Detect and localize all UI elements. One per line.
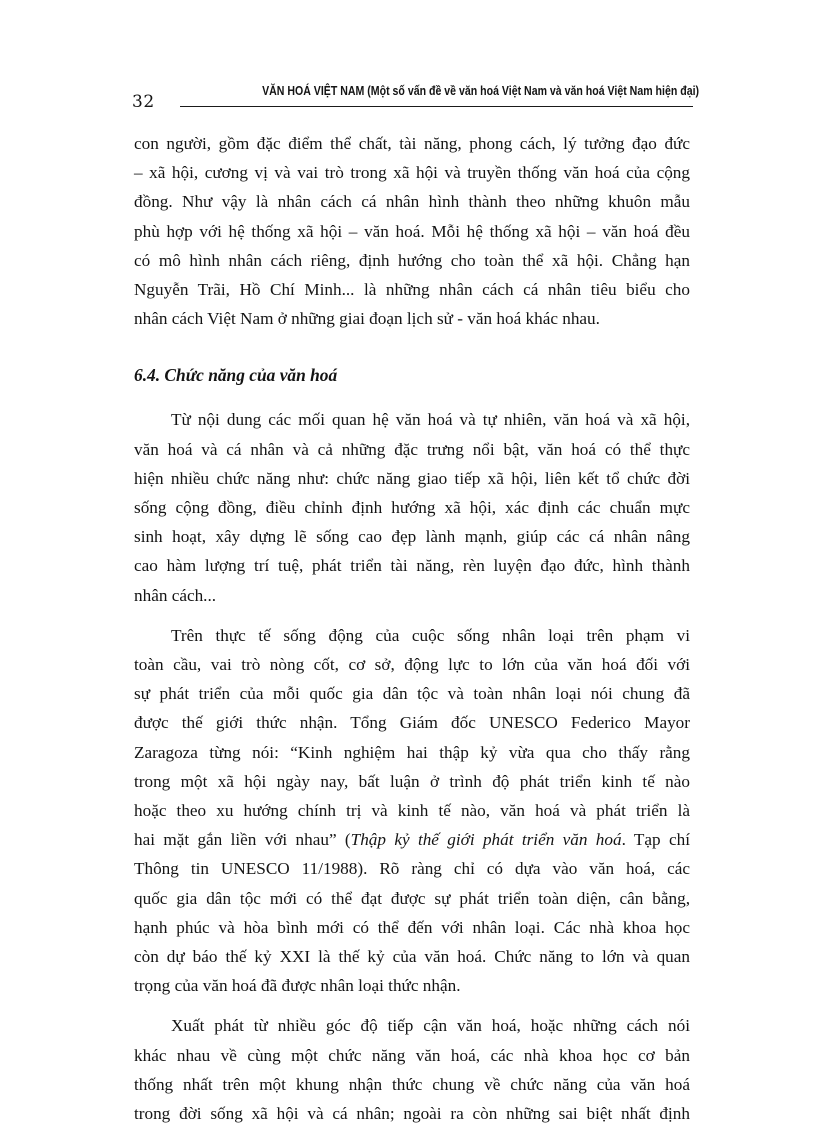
page-number: 32 (132, 92, 155, 112)
header-rule (180, 106, 693, 107)
text-line: còn dự báo thế kỷ XXI là thế kỷ của văn hoá. Chức năng to lớn và quan (134, 947, 690, 967)
text-line: nhân cách Việt Nam ở những giai đoạn lịch sử - văn hoá khác nhau. (134, 309, 600, 329)
citation-title: Thập kỷ thế giới phát triển văn hoá (350, 830, 622, 850)
text-line: con người, gồm đặc điểm thể chất, tài năng, phong cách, lý tưởng đạo đức (134, 134, 690, 153)
text-line: được thế giới thức nhận. Tổng Giám đốc UNESCO Federico Mayor (134, 713, 690, 733)
text-line: đồng. Như vậy là nhân cách cá nhân hình thành theo những khuôn mẫu (134, 192, 690, 212)
text-line: Zaragoza từng nói: “Kinh nghiệm hai thập kỷ vừa qua cho thấy rằng (134, 742, 690, 762)
text-line: trong đời sống xã hội và cá nhân; ngoài ra còn những sai biệt nhất định (134, 1104, 690, 1124)
text-line: Xuất phát từ nhiều góc độ tiếp cận văn hoá, hoặc những cách nói (171, 1016, 690, 1036)
text-line: Từ nội dung các mối quan hệ văn hoá và tự nhiên, văn hoá và xã hội, (171, 410, 690, 430)
text-line: văn hoá và cá nhân và cả những đặc trưng nổi bật, văn hoá có thể thực (134, 439, 690, 459)
text-line: trọng của văn hoá đã được nhân loại thức nhận. (134, 976, 461, 996)
text-line: toàn cầu, vai trò nòng cốt, cơ sở, động lực to lớn của văn hoá đối với (134, 655, 690, 675)
text-line: sinh hoạt, xây dựng lẽ sống cao đẹp lành mạnh, giúp các cá nhân nâng (134, 527, 690, 547)
section-heading: 6.4. Chức năng của văn hoá (134, 365, 338, 386)
citation-suffix: . Tạp chí (621, 830, 690, 850)
text-line: Nguyễn Trãi, Hồ Chí Minh... là những nhân cách cá nhân tiêu biểu cho (134, 280, 690, 300)
citation-prefix: hai mặt gắn liền với nhau” ( (134, 830, 351, 850)
text-line: phù hợp với hệ thống xã hội – văn hoá. Mỗi hệ thống xã hội – văn hoá đều (134, 221, 690, 241)
text-line: hoặc theo xu hướng chính trị và kinh tế nào, văn hoá và phát triển là (134, 801, 690, 821)
text-line: hạnh phúc và hòa bình mới có thể đến với nhân loại. Các nhà khoa học (134, 917, 690, 937)
text-line: Trên thực tế sống động của cuộc sống nhân loại trên phạm vi (171, 625, 690, 645)
paragraph (134, 405, 690, 609)
text-line: sự phát triển của mỗi quốc gia dân tộc và toàn nhân loại nói chung đã (134, 684, 690, 704)
text-line: nhân cách... (134, 585, 217, 605)
paragraph (134, 621, 690, 1001)
paragraph-continuation (134, 129, 690, 333)
text-line: cao hàm lượng trí tuệ, phát triển tài năng, rèn luyện đạo đức, hình thành (134, 556, 690, 576)
text-line: hiện nhiều chức năng như: chức năng giao tiếp xã hội, liên kết tổ chức đời (134, 468, 690, 488)
text-line: Thông tin UNESCO 11/1988). Rõ ràng chỉ có dựa vào văn hoá, các (134, 859, 690, 879)
text-line: thống nhất trên một khung nhận thức chung về chức năng của văn hoá (134, 1074, 690, 1094)
text-line: trong một xã hội ngày nay, bất luận ở trình độ phát triển kinh tế nào (134, 771, 690, 791)
text-line: – xã hội, cương vị và vai trò trong xã hội và truyền thống văn hoá của cộng (134, 163, 690, 183)
running-head: VĂN HOÁ VIỆT NAM (Một số vấn đề về văn hoá Việt Nam và văn hoá Việt Nam hiện đại) (262, 84, 700, 98)
text-line: quốc gia dân tộc mới có thể đạt được sự phát triển toàn diện, cân bằng, (134, 888, 690, 908)
text-line: có mô hình nhân cách riêng, định hướng cho toàn thể xã hội. Chẳng hạn (134, 250, 690, 270)
paragraph (134, 1011, 690, 1128)
text-line: khác nhau về cùng một chức năng văn hoá, các nhà khoa học cơ bản (134, 1045, 690, 1065)
citation-line (134, 825, 690, 854)
text-line: sống cộng đồng, điều chỉnh định hướng xã hội, xác định các chuẩn mực (134, 498, 690, 518)
page-body (134, 129, 690, 1128)
